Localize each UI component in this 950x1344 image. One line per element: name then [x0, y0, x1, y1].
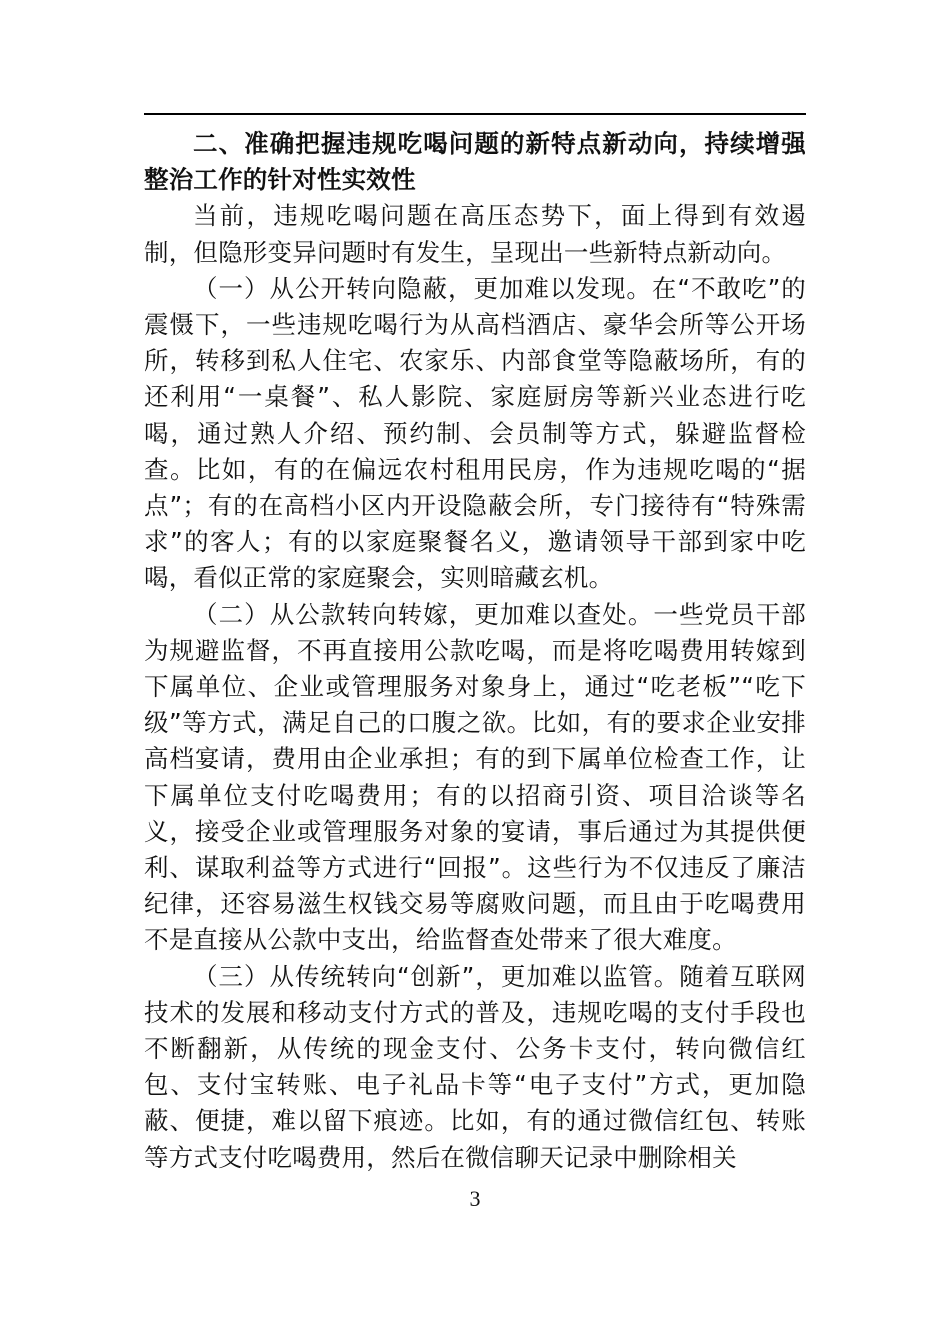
paragraph-point-one: （一）从公开转向隐蔽，更加难以发现。在“不敢吃”的震慑下，一些违规吃喝行为从高档酒店、豪华会所等公开场所，转移到私人住宅、农家乐、内部食堂等隐蔽场所，有的还利用“一桌餐”、私人影院、家庭厨房等新兴业态进行吃喝，通过熟人介绍、预约制、会员制等方式，躲避监督检查。比如，有的在偏远农村租用民房，作为违规吃喝的“据点”；有的在高档小区内开设隐蔽会所，专门接待有“特殊需求”的客人；有的以家庭聚餐名义，邀请领导干部到家中吃喝，看似正常的家庭聚会，实则暗藏玄机。	[144, 273, 806, 593]
body-text	[144, 126, 806, 1176]
paragraph-point-two: （二）从公款转向转嫁，更加难以查处。一些党员干部为规避监督，不再直接用公款吃喝，而是将吃喝费用转嫁到下属单位、企业或管理服务对象身上，通过“吃老板”“吃下级”等方式，满足自己的口腹之欲。比如，有的要求企业安排高档宴请，费用由企业承担；有的到下属单位检查工作，让下属单位支付吃喝费用；有的以招商引资、项目洽谈等名义，接受企业或管理服务对象的宴请，事后通过为其提供便利、谋取利益等方式进行“回报”。这些行为不仅违反了廉洁纪律，还容易滋生权钱交易等腐败问题，而且由于吃喝费用不是直接从公款中支出，给监督查处带来了很大难度。	[144, 599, 806, 955]
page-number: 3	[469, 1186, 481, 1211]
paragraph-point-three: （三）从传统转向“创新”，更加难以监管。随着互联网技术的发展和移动支付方式的普及，违规吃喝的支付手段也不断翻新，从传统的现金支付、公务卡支付，转向微信红包、支付宝转账、电子礼品卡等“电子支付”方式，更加隐蔽、便捷，难以留下痕迹。比如，有的通过微信红包、转账等方式支付吃喝费用，然后在微信聊天记录中删除相关	[144, 961, 806, 1172]
section-heading: 二、准确把握违规吃喝问题的新特点新动向，持续增强整治工作的针对性实效性	[144, 129, 806, 195]
header-rule	[144, 113, 806, 115]
paragraph-intro: 当前，违规吃喝问题在高压态势下，面上得到有效遏制，但隐形变异问题时有发生，呈现出一些新特点新动向。	[144, 201, 806, 267]
